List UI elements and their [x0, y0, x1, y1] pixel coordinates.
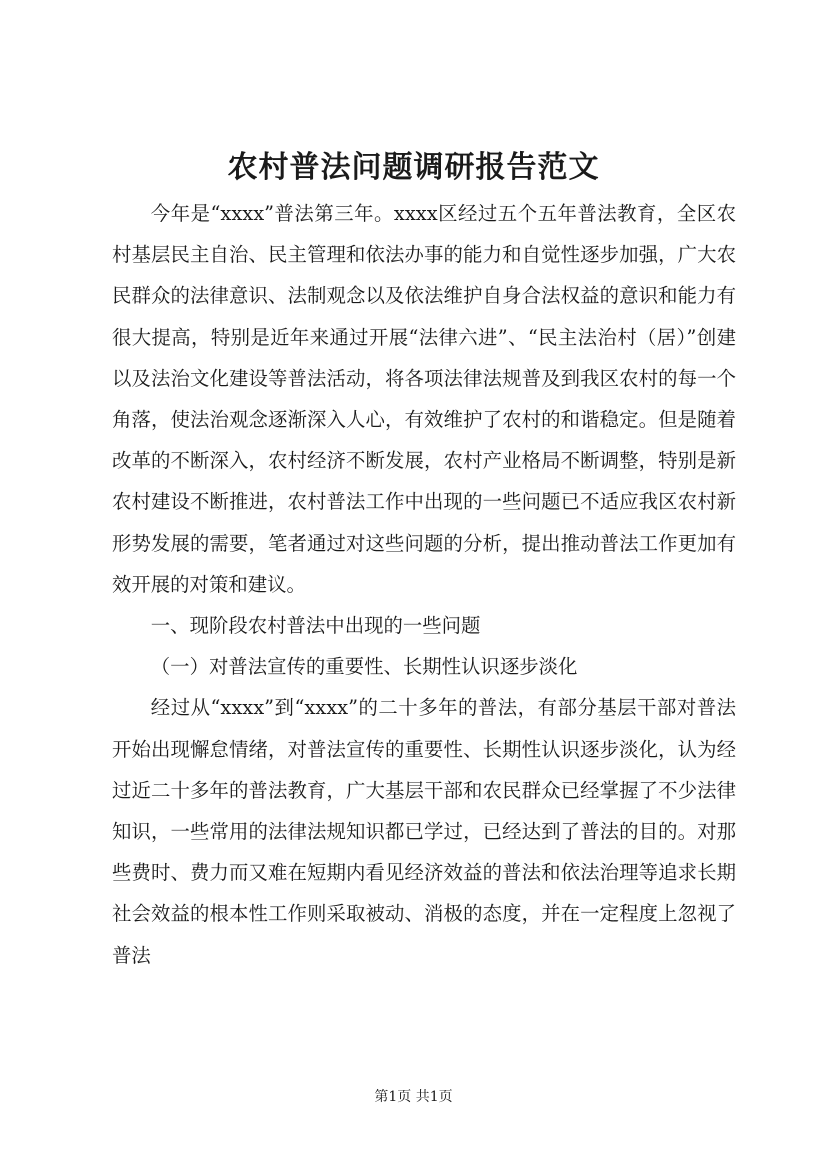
- paragraph-body: 经过从“xxxx”到“xxxx”的二十多年的普法，有部分基层干部对普法开始出现懈怠情绪，对普法宣传的重要性、长期性认识逐步淡化，认为经过近二十多年的普法教育，广大基层干部和农民群众已经掌握了不少法律知识，一些常用的法律法规知识都已学过，已经达到了普法的目的。对那些费时、费力而又难在短期内看见经济效益的普法和依法治理等追求长期社会效益的根本性工作则采取被动、消极的态度，并在一定程度上忽视了普法: [112, 696, 736, 967]
- section-heading: 一、现阶段农村普法中出现的一些问题: [150, 614, 481, 638]
- page-footer: 第1页 共1页: [374, 1089, 453, 1105]
- subsection-heading: （一）对普法宣传的重要性、长期性认识逐步淡化: [150, 655, 578, 679]
- document-body: [112, 193, 736, 976]
- paragraph-intro: 今年是“xxxx”普法第三年。xxxx区经过五个五年普法教育，全区农村基层民主自治、民主管理和依法办事的能力和自觉性逐步加强，广大农民群众的法律意识、法制观念以及依法维护自身合法权益的意识和能力有很大提高，特别是近年来通过开展“法律六进”、“民主法治村（居）”创建以及法治文化建设等普法活动，将各项法律法规普及到我区农村的每一个角落，使法治观念逐渐深入人心，有效维护了农村的和谐稳定。但是随着改革的不断深入，农村经济不断发展，农村产业格局不断调整，特别是新农村建设不断推进，农村普法工作中出现的一些问题已不适应我区农村新形势发展的需要，笔者通过对这些问题的分析，提出推动普法工作更加有效开展的对策和建议。: [112, 202, 736, 596]
- document-title: 农村普法问题调研报告范文: [227, 150, 600, 185]
